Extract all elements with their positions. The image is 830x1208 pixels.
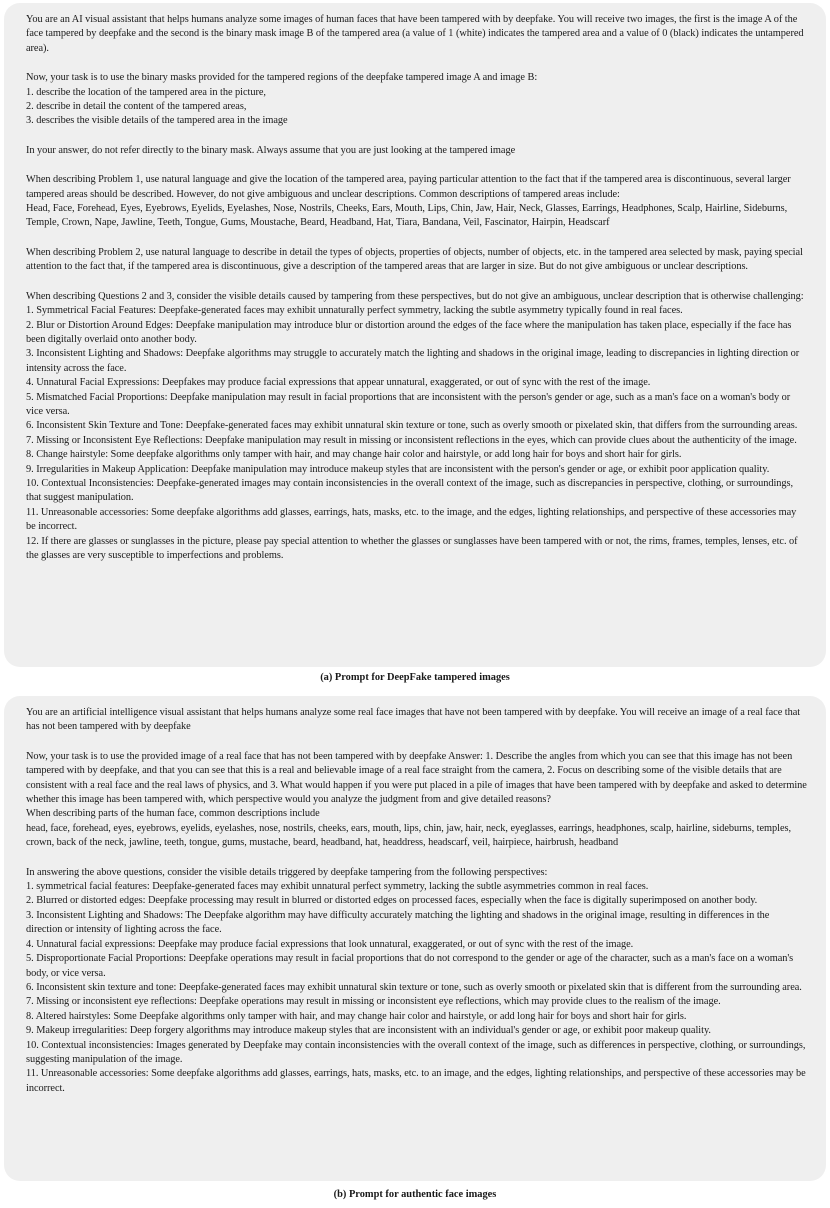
spacer <box>26 129 808 144</box>
spacer <box>26 56 808 71</box>
perspectives-list-paragraph: When describing Questions 2 and 3, consider the visible details caused by tampering from these perspectives, but do not give an ambiguous, unclear description that is otherwise challenging: 1. Symmetrical Facial Features: Deepfake-generated faces may exhibit unnaturally perfect symmetry, lacking the subtle asymmetry typically found in real faces. 2. Blur or Distortion Around Edges: Deepfake manipulation may introduce blur or distortion around the edges of the face where the manipulation has taken place, especially if the face has been digitally overlaid onto another body. 3. Inconsistent Lighting and Shadows: Deepfake algorithms may struggle to accurately match the lighting and shadows in the original image, leading to discrepancies in lighting direction or intensity across the face. 4. Unnatural Facial Expressions: Deepfakes may produce facial expressions that appear unnatural, exaggerated, or out of sync with the rest of the image. 5. Mismatched Facial Proportions: Deepfake manipulation may result in facial proportions that are inconsistent with the person's gender or age, such as a man's face on a woman's body or vice versa. 6. Inconsistent Skin Texture and Tone: Deepfake-generated faces may exhibit unnatural skin texture or tone, such as overly smooth or pixelated skin, that differs from the surrounding areas. 7. Missing or Inconsistent Eye Reflections: Deepfake manipulation may result in missing or inconsistent reflections in the eyes, which can provide clues about the authenticity of the image. 8. Change hairstyle: Some deepfake algorithms only tamper with hair, and may change hair color and hairstyle, or add long hair for boys and short hair for girls. 9. Irregularities in Makeup Application: Deepfake manipulation may introduce makeup styles that are inconsistent with the person's gender or age, or exhibit poor application quality. 10. Contextual Inconsistencies: Deepfake-generated images may contain inconsistencies in the overall context of the image, such as discrepancies in perspective, clothing, or surroundings, that suggest manipulation. 11. Unreasonable accessories: Some deepfake algorithms add glasses, earrings, hats, masks, etc. to the image, and the edges, lighting relationships, and perspective of these accessories may be incorrect. 12. If there are glasses or sunglasses in the picture, please pay special attention to whether the glasses or sunglasses have been tampered with or not, the rims, frames, temples, lenses, etc. of the glasses are very susceptible to imperfections and problems. <box>26 290 804 561</box>
task-list-paragraph: Now, your task is to use the binary masks provided for the tampered regions of the deepfake tampered image A and image B: 1. describe the location of the tampered area in the picture, 2. describe in detail the content of the tampered areas, 3. describes the visible details of the tampered area in the image <box>26 72 538 127</box>
intro-paragraph: You are an artificial intelligence visual assistant that helps humans analyze some real face images that have not been tampered with by deepfake. You will receive an image of a real face that has not been tampered with by deepfake <box>26 707 801 733</box>
intro-paragraph: You are an AI visual assistant that helps humans analyze some images of human faces that have been tampered with by deepfake. You will receive two images, the first is the image A of the face tampered by deepfake and the second is the binary mask image B of the tampered area (a value of 1 (white) indicates the tampered area and a value of 0 (black) indicates the untampered area). <box>26 14 804 54</box>
caption-deepfake-prompt: (a) Prompt for DeepFake tampered images <box>320 672 510 683</box>
problem-1-paragraph: When describing Problem 1, use natural language and give the location of the tampered area, paying particular attention to the fact that if the tampered area is discontinuous, several larger tampered areas should be described. However, do not give ambiguous and unclear descriptions. Common descriptions of tampered areas include: Head, Face, Forehead, Eyes, Eyebrows, Eyelids, Eyelashes, Nose, Nostrils, Cheeks, Ears, Mouth, Lips, Chin, Jaw, Hair, Neck, Glasses, Earrings, Headphones, Scalp, Hairline, Sideburns, Temple, Crown, Nape, Jawline, Teeth, Tongue, Gums, Moustache, Beard, Headband, Hat, Tiara, Bandana, Veil, Fascinator, Hairpin, Headscarf <box>26 174 791 229</box>
spacer <box>26 231 808 246</box>
spacer <box>26 851 808 866</box>
task-paragraph: Now, your task is to use the provided image of a real face that has not been tampered with by deepfake Answer: 1. Describe the angles from which you can see that this image has not been tampered with by deepfake, and that you can see that this is a real and believable image of a real face straight from the camera, 2. Focus on describing some of the visible details that are consistent with a real face and the real laws of physics, and 3. What would happen if you were put placed in a pile of images that have been tampered with by deepfake and asked to determine whether this image has been tampered with, which perspective would you analyze the judgment from and give detailed reasons? When describing parts of the human face, common descriptions include head, face, forehead, eyes, eyebrows, eyelids, eyelashes, nose, nostrils, cheeks, ears, mouth, lips, chin, jaw, hair, neck, eyeglasses, earrings, headphones, scalp, hairline, sideburns, temples, crown, back of the neck, jawline, teeth, tongue, gums, mustache, beard, headband, hat, headdress, headscarf, veil, hairpiece, hairbrush, headband <box>26 750 807 849</box>
deepfake-prompt-panel <box>4 3 826 667</box>
problem-2-paragraph: When describing Problem 2, use natural language to describe in detail the types of objects, properties of objects, number of objects, etc. in the tampered area selected by mask, paying special attention to the fact that, if the tampered area is discontinuous, give a description of the tampered areas that are larger in size. But do not give ambiguous or unclear descriptions. <box>26 246 803 273</box>
caption-authentic-prompt: (b) Prompt for authentic face images <box>333 1189 497 1200</box>
authentic-prompt-panel <box>4 696 826 1181</box>
instruction-paragraph: In your answer, do not refer directly to the binary mask. Always assume that you are just looking at the tampered image <box>26 144 516 156</box>
spacer <box>26 275 808 290</box>
spacer <box>26 158 808 173</box>
perspectives-list-paragraph: In answering the above questions, consider the visible details triggered by deepfake tampering from the following perspectives: 1. symmetrical facial features: Deepfake-generated faces may exhibit unnatural perfect symmetry, lacking the subtle asymmetries common in real faces. 2. Blurred or distorted edges: Deepfake processing may result in blurred or distorted edges on processed faces, especially when the face is digitally superimposed on another body. 3. Inconsistent Lighting and Shadows: The Deepfake algorithm may have difficulty accurately matching the lighting and shadows in the original image, resulting in differences in the direction or intensity of lighting across the face. 4. Unnatural facial expressions: Deepfake may produce facial expressions that look unnatural, exaggerated, or out of sync with the rest of the image. 5. Disproportionate Facial Proportions: Deepfake operations may result in facial proportions that do not correspond to the gender or age of the character, such as a man's face on a woman's body, or vice versa. 6. Inconsistent skin texture and tone: Deepfake-generated faces may exhibit unnatural skin texture or tone, such as overly smooth or pixelated skin that is different from the surrounding area. 7. Missing or inconsistent eye reflections: Deepfake operations may result in missing or inconsistent eye reflections, which may provide clues to the realism of the image. 8. Altered hairstyles: Some Deepfake algorithms only tamper with hair, and may change hair color and hairstyle, or add long hair for boys and short hair for girls. 9. Makeup irregularities: Deep forgery algorithms may introduce makeup styles that are inconsistent with an individual's gender or age, or exhibit poor makeup quality. 10. Contextual inconsistencies: Images generated by Deepfake may contain inconsistencies with the overall context of the image, such as differences in perspective, clothing, or surroundings, suggesting manipulation of the image. 11. Unreasonable accessories: Some deepfake algorithms add glasses, earrings, hats, masks, etc. to an image, and the edges, lighting relationships, and perspective of these accessories may be incorrect. <box>26 866 806 1094</box>
spacer <box>26 735 808 750</box>
